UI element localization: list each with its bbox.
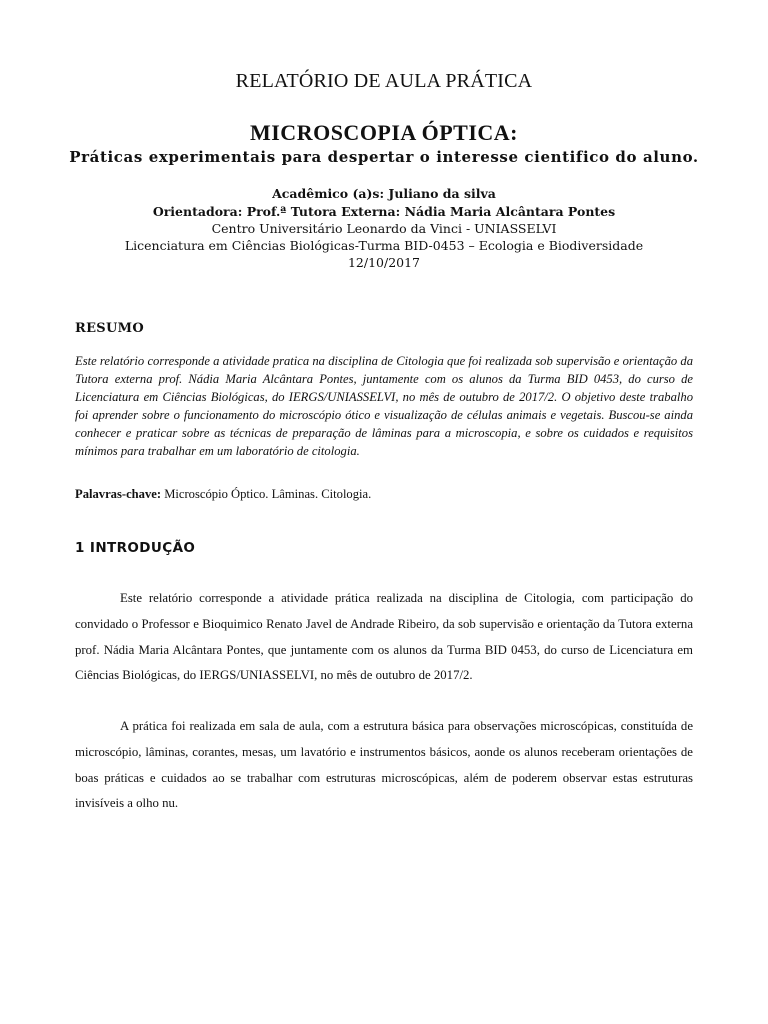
- document-title: RELATÓRIO DE AULA PRÁTICA: [235, 70, 533, 92]
- course: Licenciatura em Ciências Biológicas-Turma BID-0453 – Ecologia e Biodiversidade: [124, 238, 644, 253]
- main-title: MICROSCOPIA ÓPTICA:: [249, 120, 518, 145]
- introduction-paragraph-2: A prática foi realizada em sala de aula, com a estrutura básica para observações microscópicas, constituída de microscópio, lâminas, corantes, mesas, um lavatório e instrumentos básicos, aonde os alunos receberam orientações de boas práticas e cuidados ao se trabalhar com estruturas microscópicas, além de poderem observar estas estruturas invisíveis a olho nu.: [75, 719, 693, 811]
- subtitle: Práticas experimentais para despertar o interesse cientifico do aluno.: [69, 148, 699, 166]
- introduction-paragraph-1: Este relatório corresponde a atividade prática realizada na disciplina de Citologia, com participação do convidado o Professor e Bioquimico Renato Javel de Andrade Ribeiro, da sob supervisão e orientação da Tutora externa prof. Nádia Maria Alcântara Pontes, que juntamente com os alunos da Turma BID 0453, do curso de Licenciatura em Ciências Biológicas, do IERGS/UNIASSELVI, no mês de outubro de 2017/2.: [75, 591, 693, 683]
- keywords-label: Palavras-chave:: [75, 487, 162, 501]
- introduction-heading: 1 INTRODUÇÃO: [75, 540, 196, 556]
- keywords: [75, 487, 693, 502]
- institution: Centro Universitário Leonardo da Vinci - UNIASSELVI: [211, 221, 557, 236]
- date: 12/10/2017: [347, 255, 421, 270]
- abstract-heading: RESUMO: [75, 321, 144, 336]
- advisor: Orientadora: Prof.ª Tutora Externa: Nádia Maria Alcântara Pontes: [152, 204, 616, 219]
- abstract-text: Este relatório corresponde a atividade pratica na disciplina de Citologia que foi realizada sob supervisão e orientação da Tutora externa prof. Nádia Maria Alcântara Pontes, juntamente com os alunos da Turma BID 0453, do curso de Licenciatura em Ciências Biológicas, do IERGS/UNIASSELVI, no mês de outubro de 2017/2. O objetivo deste trabalho foi aprender sobre o funcionamento do microscópio ótico e visualização de células animais e vegetais. Buscou-se ainda conhecer e praticar sobre as técnicas de preparação de lâminas para a microscopia, e sobre os cuidados e requisitos mínimos para trabalhar em um laboratório de citologia.: [75, 354, 693, 458]
- keywords-value: Microscópio Óptico. Lâminas. Citologia.: [164, 487, 372, 501]
- academic-author: Acadêmico (a)s: Juliano da silva: [272, 186, 496, 201]
